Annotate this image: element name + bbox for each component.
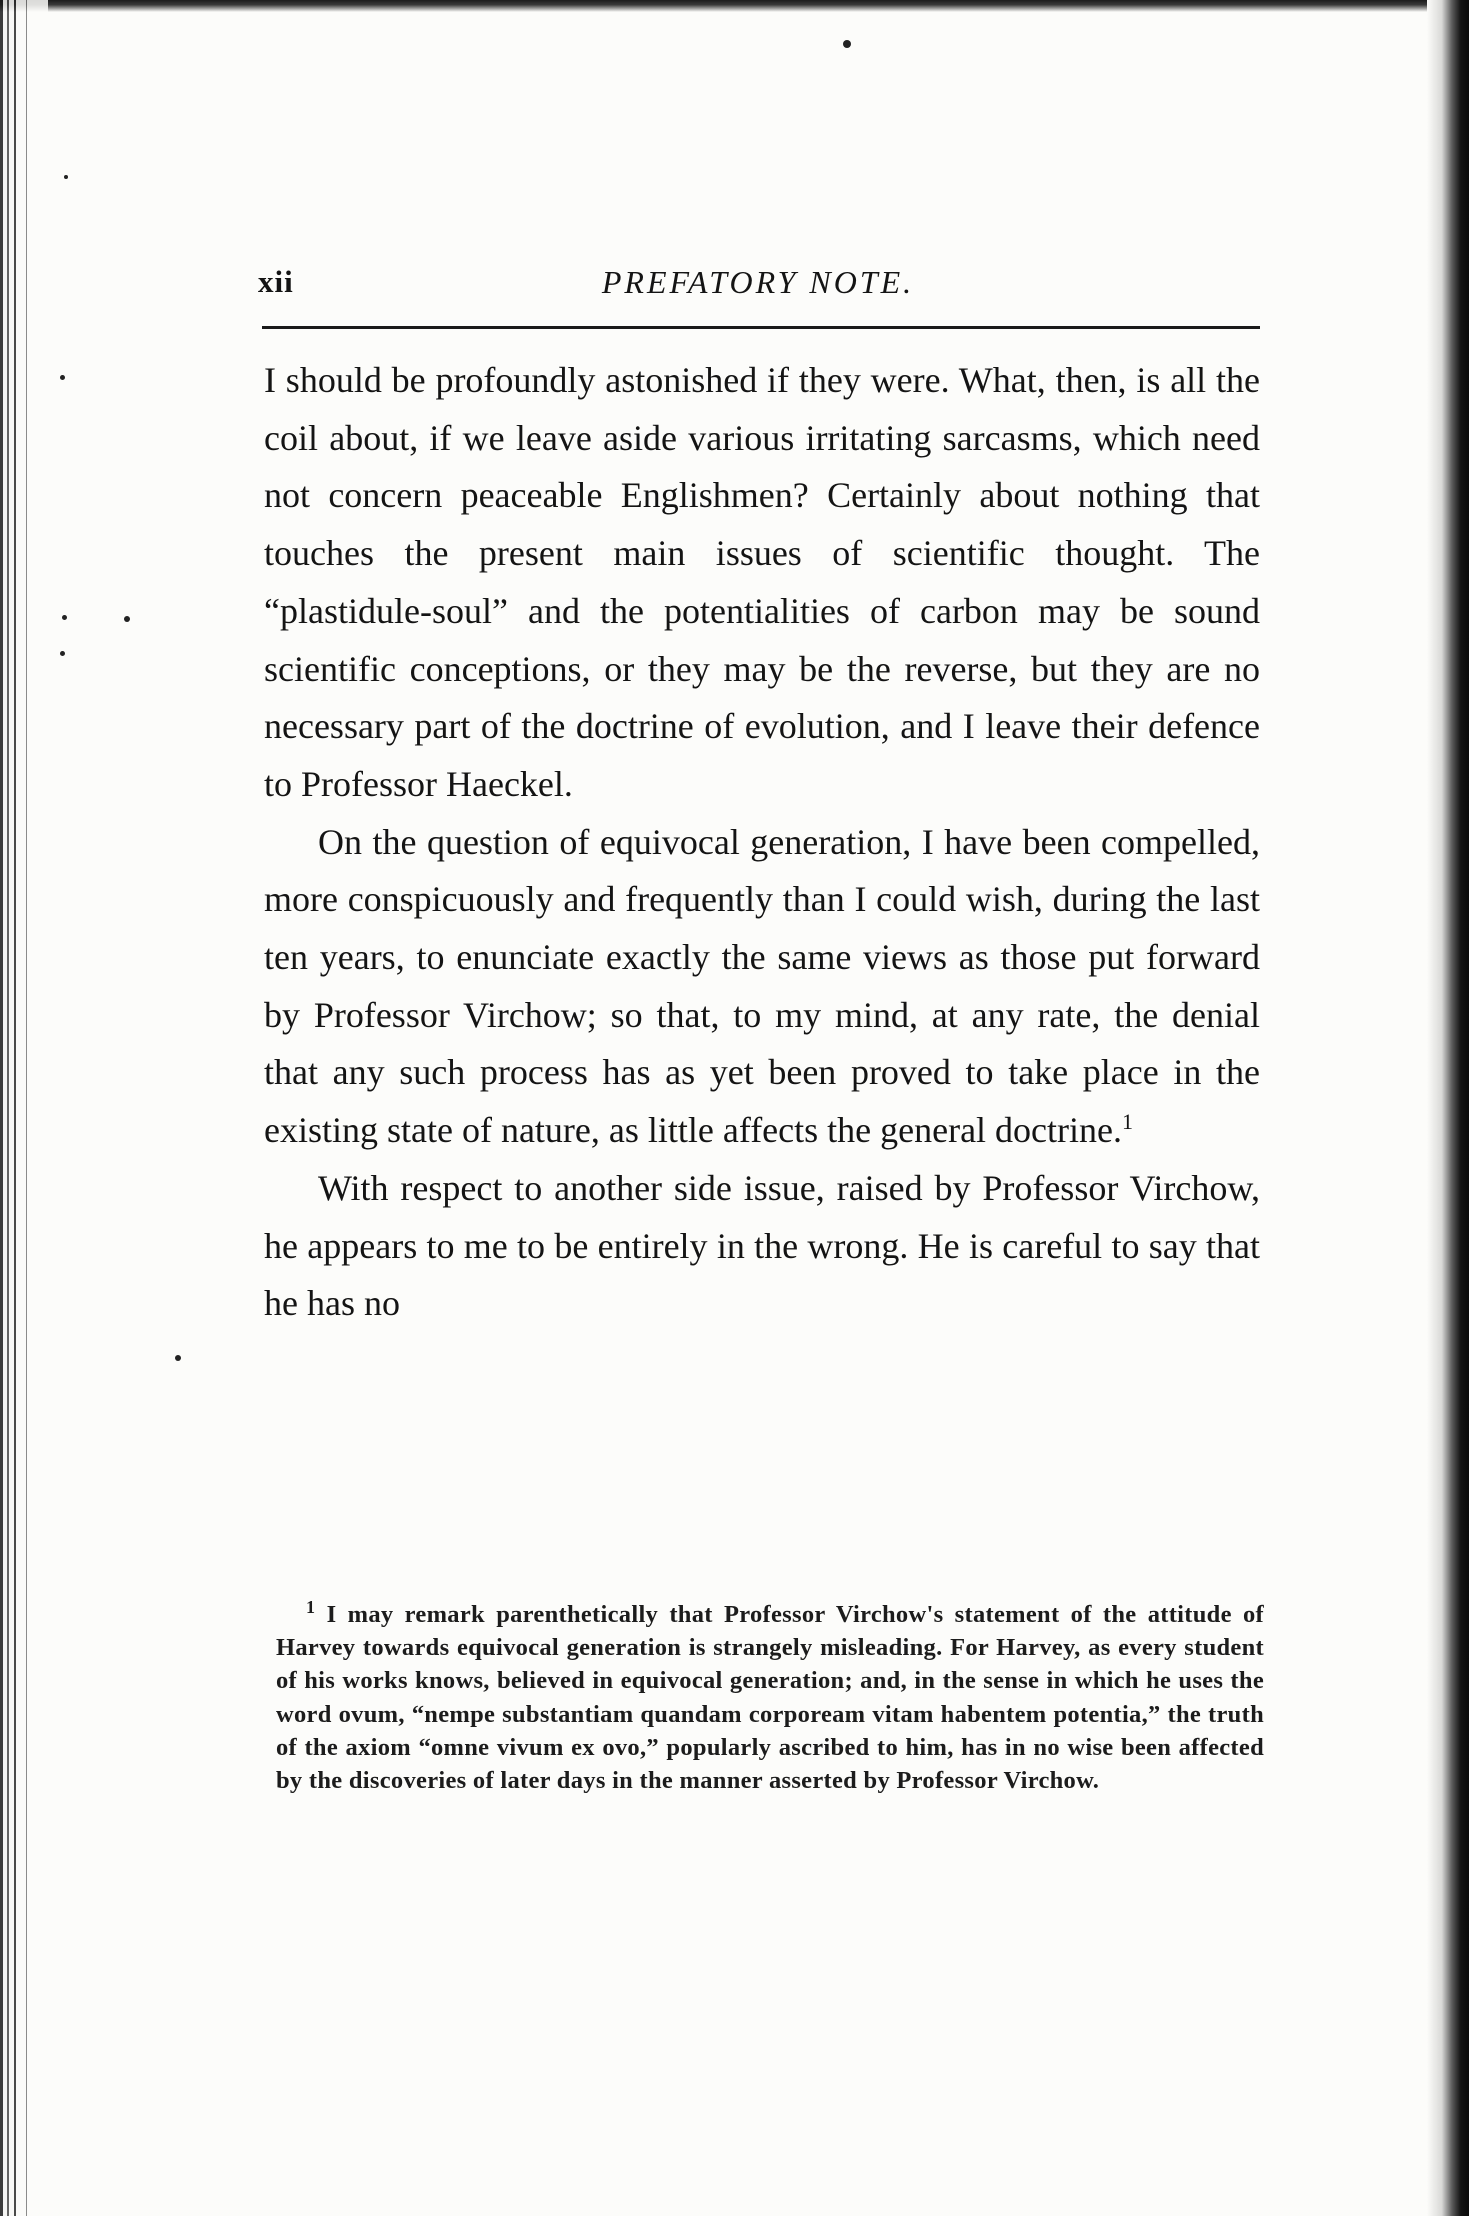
page-header — [258, 258, 1258, 314]
scan-speck — [175, 1355, 181, 1361]
page-left-edge — [0, 0, 48, 2216]
page-top-edge — [0, 0, 1469, 12]
footnote-reference: 1 — [1122, 1109, 1134, 1135]
body-text — [264, 352, 1260, 1333]
scan-speck — [62, 615, 67, 620]
footnote-marker: 1 — [306, 1596, 316, 1617]
page-number: xii — [258, 264, 294, 299]
footnote-text: I may remark parenthetically that Professor Virchow's statement of the attitude of Harvey towards equivocal generation is strangely misleading. For Harvey, as every student of his works knows, believed in equivocal generation; and, in the sense in which he uses the word ovum, “nempe substantiam quandam corpoream vitam habentem potentia,” the truth of the axiom “omne vivum ex ovo,” popularly ascribed to him, has in no wise been affected by the discoveries of later days in the manner asserted by Professor Virchow. — [276, 1601, 1264, 1795]
scan-speck — [124, 616, 130, 622]
header-rule — [262, 326, 1260, 329]
scan-speck — [60, 651, 65, 656]
running-title: PREFATORY NOTE. — [601, 264, 915, 300]
scan-speck — [60, 375, 65, 380]
paragraph-2 — [264, 814, 1260, 1160]
paragraph-1: I should be profoundly astonished if they were. What, then, is all the coil about, if we leave aside various irritating sarcasms, which need not concern peaceable Englishmen? Certainly about nothing that touches the present main issues of scientific thought. The “plastidule-soul” and the potentialities of carbon may be sound scientific conceptions, or they may be the reverse, but they are no necessary part of the doctrine of evolution, and I leave their defence to Professor Haeckel. — [264, 360, 1260, 804]
footnote-paragraph — [276, 1598, 1264, 1797]
footnote — [276, 1598, 1264, 1797]
page-right-edge — [1427, 0, 1469, 2216]
paragraph-3: With respect to another side issue, raised by Professor Virchow, he appears to me to be entirely in the wrong. He is careful to say that he has no — [264, 1167, 1260, 1324]
scan-speck — [843, 40, 851, 48]
scan-speck — [64, 175, 68, 179]
paragraph-2-text: On the question of equivocal generation, I have been compelled, more conspicuously and frequently than I could wish, during the last ten years, to enunciate exactly the same views as those put forward by Professor Virchow; so that, to my mind, at any rate, the denial that any such process has as yet been proved to take place in the existing state of nature, as little affects the general doctrine. — [264, 821, 1260, 1151]
